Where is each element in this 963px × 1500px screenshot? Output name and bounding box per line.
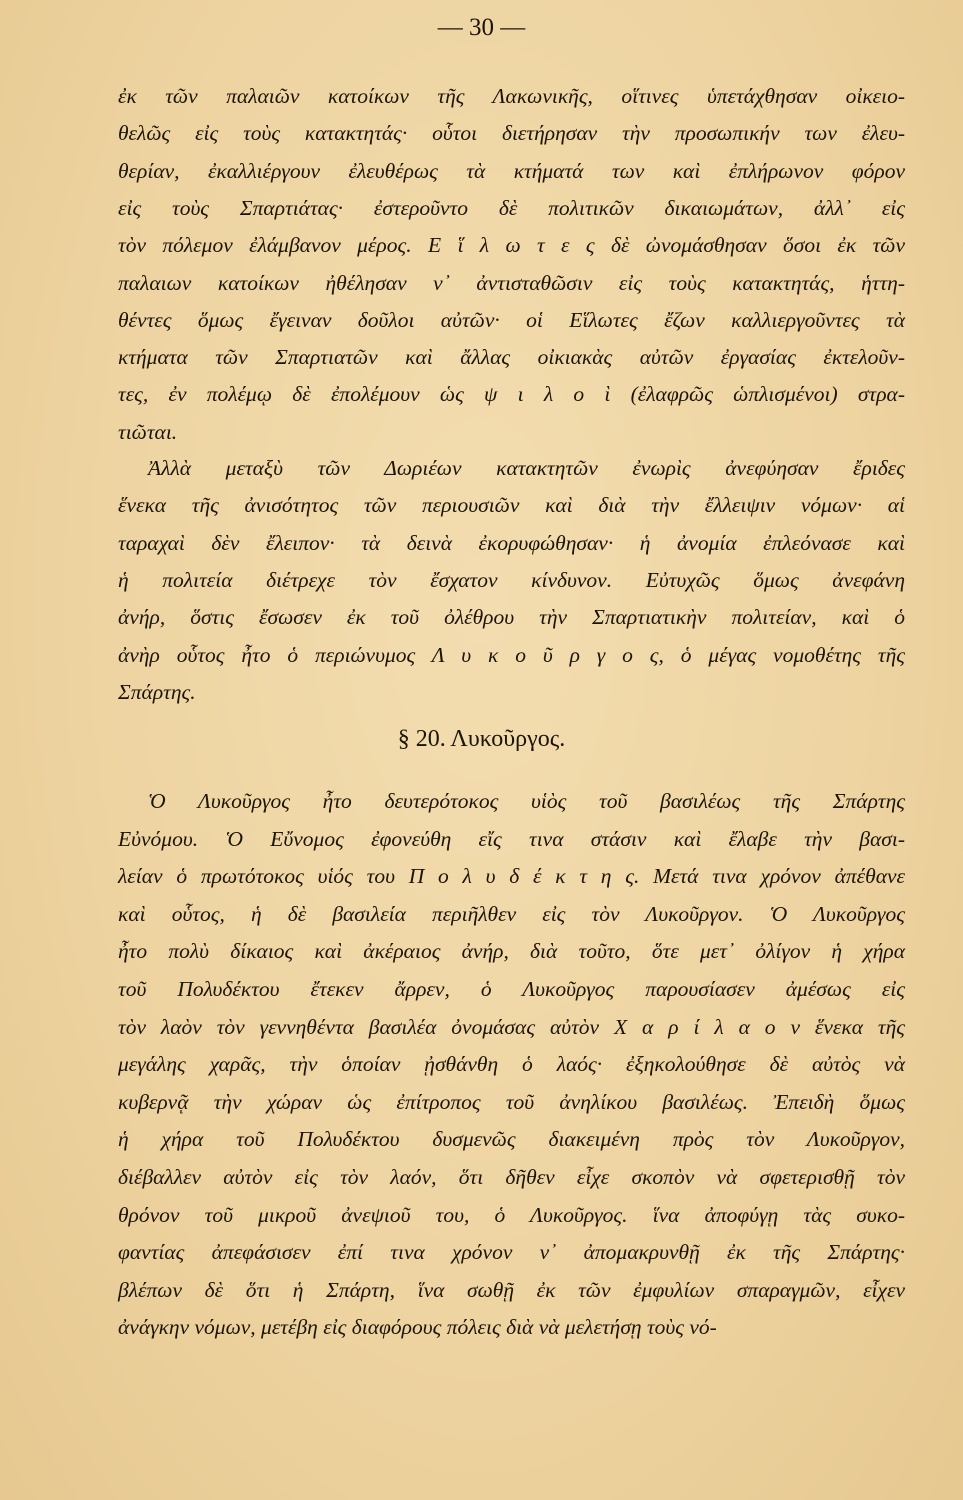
text-line: ἀνήρ, ὅστις ἔσωσεν ἐκ τοῦ ὀλέθρου τὴν Σπαρτιατικὴν πολιτείαν, καὶ ὁ: [118, 605, 905, 630]
text-line: ἡ χήρα τοῦ Πολυδέκτου δυσμενῶς διακειμένη πρὸς τὸν Λυκοῦργον,: [118, 1127, 905, 1152]
text-line: Σπάρτης.: [118, 679, 196, 704]
text-line: ἐκ τῶν παλαιῶν κατοίκων τῆς Λακωνικῆς, οἵτινες ὑπετάχθησαν οἰκειο-: [118, 84, 905, 108]
text-line: Ἀλλὰ μεταξὺ τῶν Δωριέων κατακτητῶν ἐνωρὶς ἀνεφύησαν ἔριδες: [148, 456, 905, 480]
text-line: εἰς τοὺς Σπαρτιάτας· ἐστεροῦντο δὲ πολιτικῶν δικαιωμάτων, ἀλλ᾽ εἰς: [118, 195, 905, 220]
text-line: ἡ πολιτεία διέτρεχε τὸν ἔσχατον κίνδυνον. Εὐτυχῶς ὅμως ἀνεφάνη: [118, 567, 905, 592]
text-line: Εὐνόμου. Ὁ Εὔνομος ἐφονεύθη εἴς τινα στάσιν καὶ ἔλαβε τὴν βασι-: [118, 826, 905, 851]
section-heading: § 20. Λυκοῦργος.: [397, 726, 566, 752]
text-line: ταραχαὶ δὲν ἔλειπον· τὰ δεινὰ ἐκορυφώθησαν· ἡ ἀνομία ἐπλεόνασε καὶ: [118, 530, 905, 555]
text-line: καὶ οὗτος, ἡ δὲ βασιλεία περιῆλθεν εἰς τὸν Λυκοῦργον. Ὁ Λυκοῦργος: [118, 901, 905, 926]
text-line: φαντίας ἀπεφάσισεν ἐπί τινα χρόνον ν᾽ ἀπομακρυνθῇ ἐκ τῆς Σπάρτης·: [118, 1240, 905, 1265]
text-line: τοῦ Πολυδέκτου ἔτεκεν ἄρρεν, ὁ Λυκοῦργος παρουσίασεν ἀμέσως εἰς: [118, 977, 905, 1001]
text-line: τιῶται.: [118, 419, 178, 444]
text-line: τὸν λαὸν τὸν γεννηθέντα βασιλέα ὀνομάσας αὐτὸν Χ α ρ ί λ α ο ν ἕνεκα τῆς: [118, 1014, 905, 1039]
text-line: τες, ἐν πολέμῳ δὲ ἐπολέμουν ὡς ψ ι λ ο ὶ (ἐλαφρῶς ὡπλισμένοι) στρα-: [118, 382, 905, 407]
text-line: Ὁ Λυκοῦργος ἦτο δευτερότοκος υἱὸς τοῦ βασιλέως τῆς Σπάρτης: [148, 789, 905, 813]
text-line: κτήματα τῶν Σπαρτιατῶν καὶ ἄλλας οἰκιακὰς αὐτῶν ἐργασίας ἐκτελοῦν-: [118, 345, 905, 370]
text-line: μεγάλης χαρᾶς, τὴν ὁποίαν ᾐσθάνθη ὁ λαός· ἐξηκολούθησε δὲ αὐτὸς νὰ: [118, 1052, 905, 1077]
text-line: ἀνὴρ οὗτος ἦτο ὁ περιώνυμος Λ υ κ ο ῦ ρ γ ο ς, ὁ μέγας νομοθέτης τῆς: [118, 642, 905, 667]
text-line: τὸν πόλεμον ἐλάμβανον μέρος. Ε ἵ λ ω τ ε ς δὲ ὠνομάσθησαν ὅσοι ἐκ τῶν: [118, 233, 905, 258]
text-line: ἀνάγκην νόμων, μετέβη εἰς διαφόρους πόλεις διὰ νὰ μελετήσῃ τοὺς νό-: [118, 1315, 717, 1340]
text-line: διέβαλλεν αὐτὸν εἰς τὸν λαόν, ὅτι δῆθεν εἶχε σκοπὸν νὰ σφετερισθῇ τὸν: [118, 1165, 905, 1189]
text-line: ἦτο πολὺ δίκαιος καὶ ἀκέραιος ἀνήρ, διὰ τοῦτο, ὅτε μετ᾽ ὀλίγον ἡ χήρα: [118, 939, 905, 964]
text-line: θέντες ὅμως ἔγειναν δοῦλοι αὐτῶν· οἱ Εἵλωτες ἔζων καλλιεργοῦντες τὰ: [118, 307, 905, 332]
text-line: κυβερνᾷ τὴν χώραν ὡς ἐπίτροπος τοῦ ἀνηλίκου βασιλέως. Ἐπειδὴ ὅμως: [118, 1089, 905, 1114]
text-line: ἕνεκα τῆς ἀνισότητος τῶν περιουσιῶν καὶ διὰ τὴν ἔλλειψιν νόμων· αἱ: [118, 493, 905, 518]
text-line: λείαν ὁ πρωτότοκος υἱός του Π ο λ υ δ έ κ τ η ς. Μετά τινα χρόνον ἀπέθανε: [118, 864, 905, 889]
text-line: βλέπων δὲ ὅτι ἡ Σπάρτη, ἵνα σωθῇ ἐκ τῶν ἐμφυλίων σπαραγμῶν, εἶχεν: [118, 1277, 905, 1302]
text-line: θρόνον τοῦ μικροῦ ἀνεψιοῦ του, ὁ Λυκοῦργος. ἵνα ἀποφύγῃ τὰς συκο-: [118, 1202, 905, 1227]
text-line: θερίαν, ἐκαλλιέργουν ἐλευθέρως τὰ κτήματά των καὶ ἐπλήρωνον φόρον: [118, 158, 905, 183]
text-line: θελῶς εἰς τοὺς κατακτητάς· οὗτοι διετήρησαν τὴν προσωπικήν των ἐλευ-: [118, 121, 905, 146]
page-number: — 30 —: [437, 14, 526, 41]
text-line: παλαιων κατοίκων ἠθέλησαν ν᾽ ἀντισταθῶσιν εἰς τοὺς κατακτητάς, ἡττη-: [118, 270, 905, 295]
